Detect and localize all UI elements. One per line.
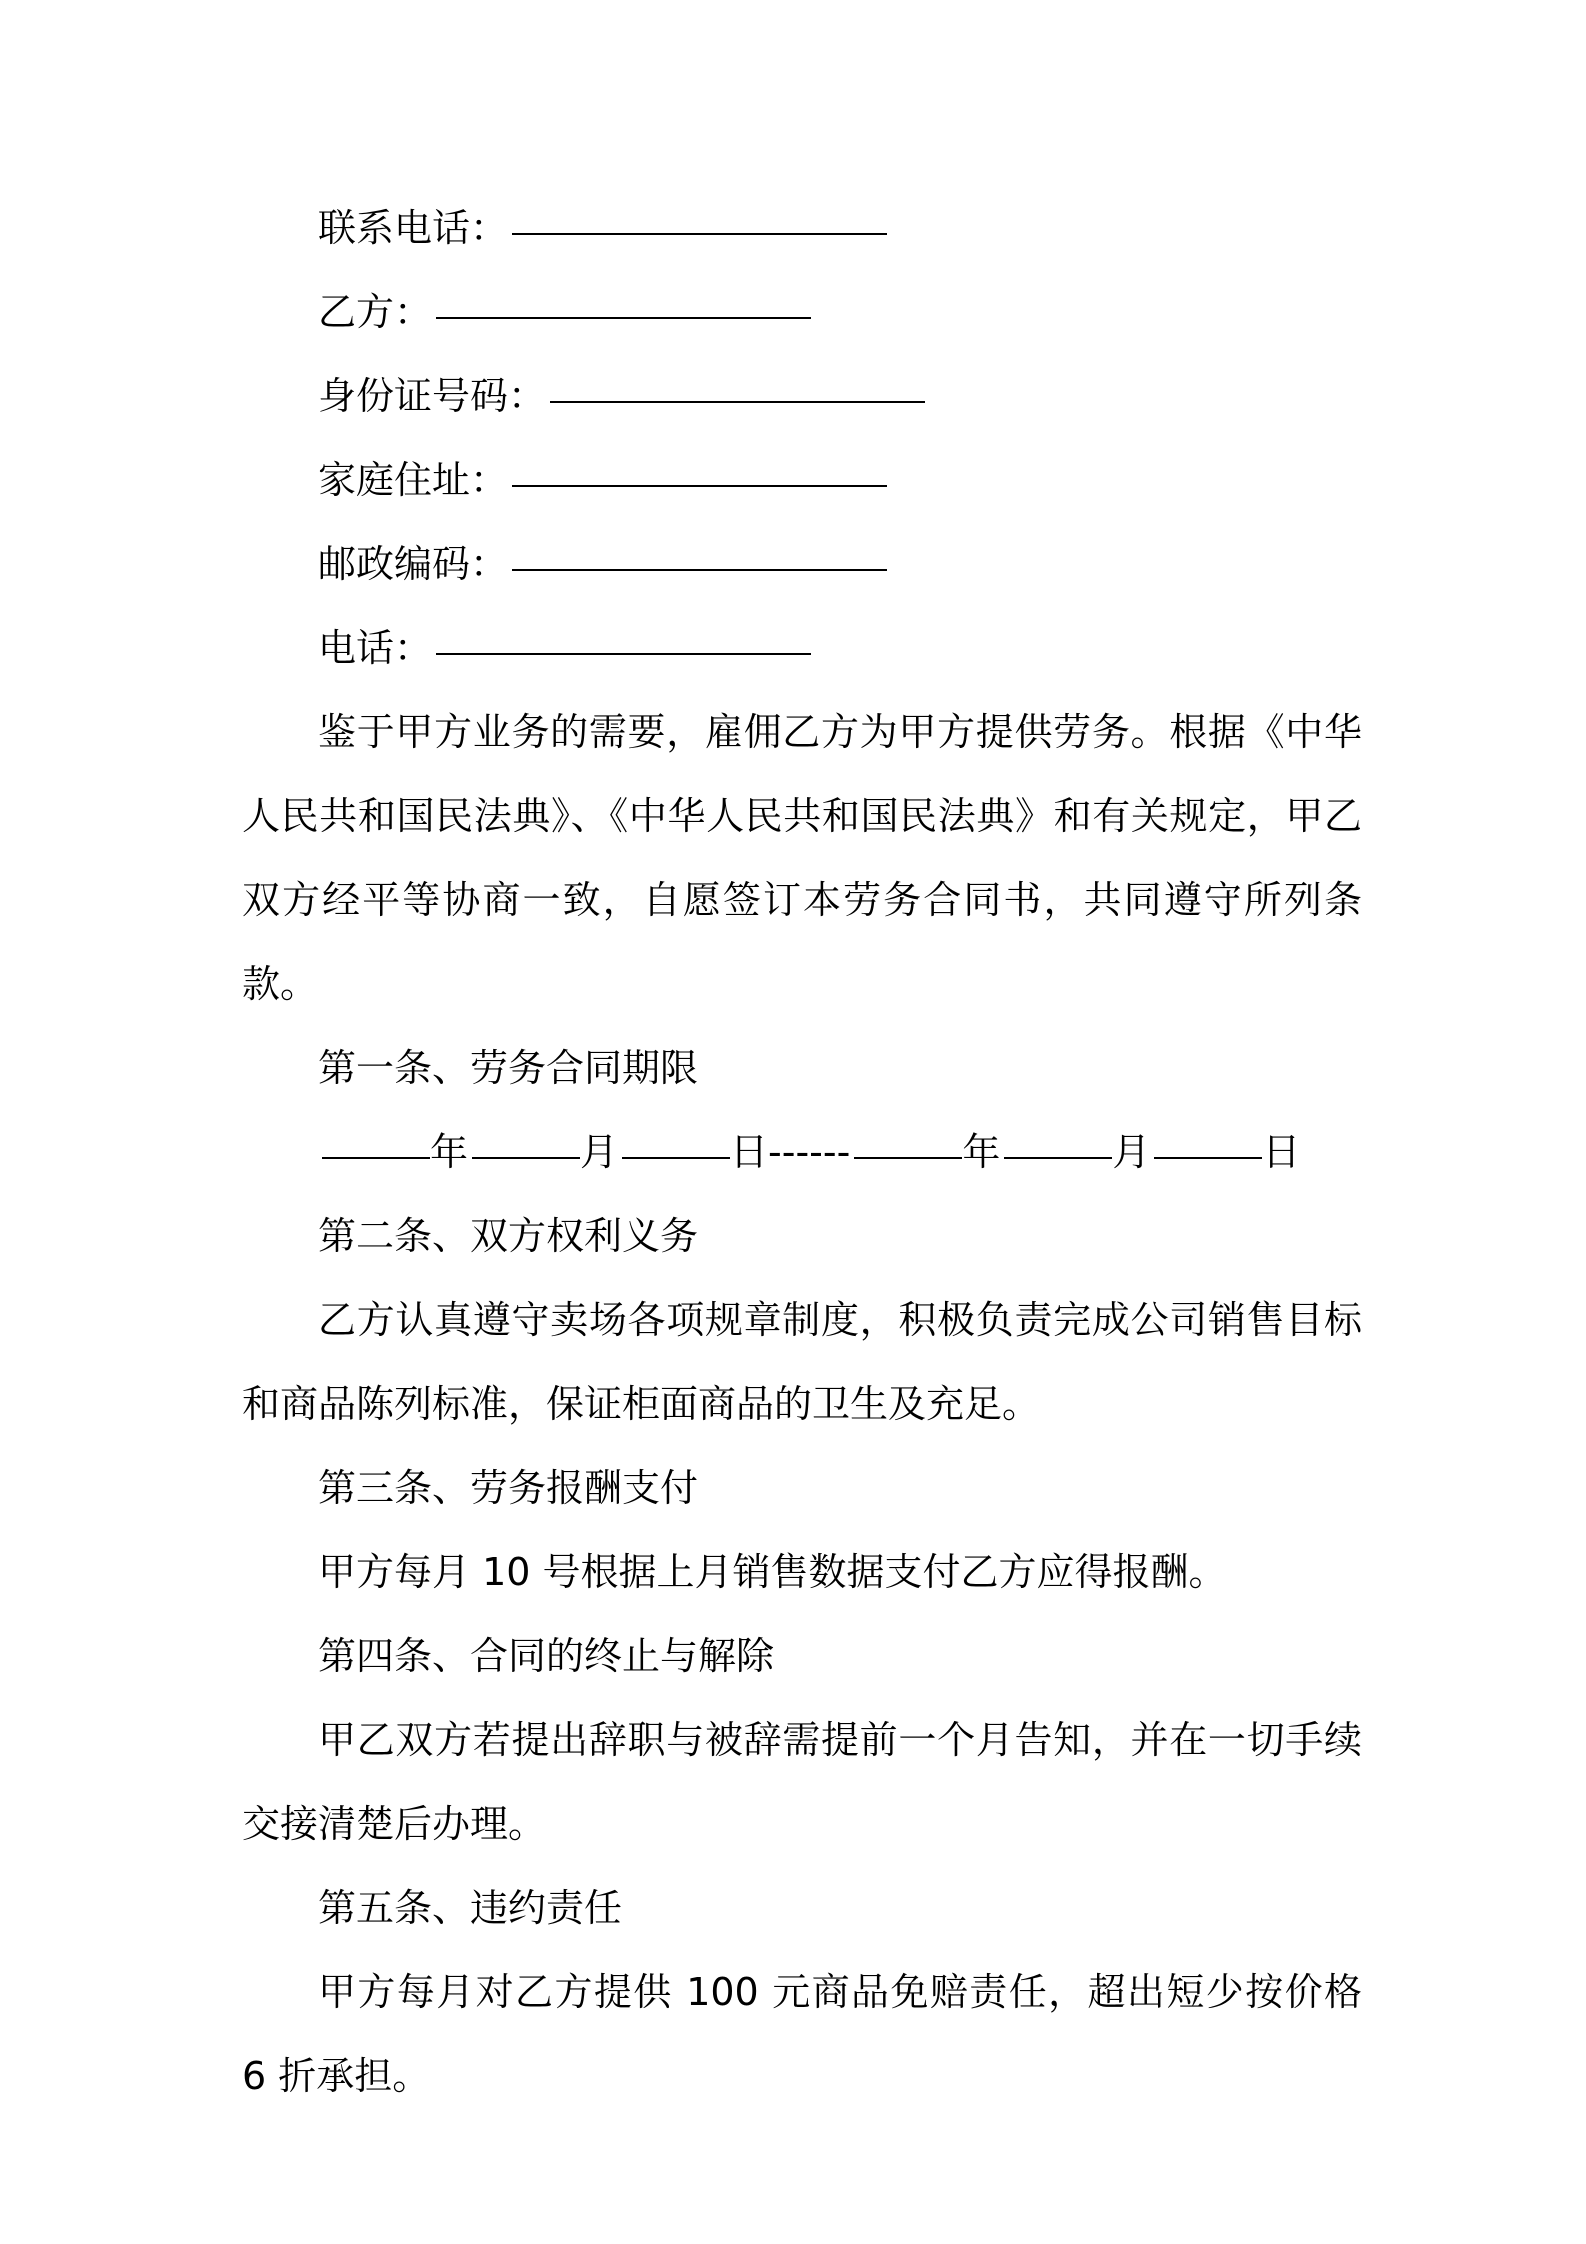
day-label: 日	[730, 1130, 769, 1174]
field-contact-phone	[242, 186, 1362, 270]
field-label: 邮政编码：	[318, 542, 509, 586]
start-month-blank	[472, 1156, 580, 1159]
article-1-heading: 第一条、劳务合同期限	[318, 1046, 699, 1090]
field-party-b	[242, 270, 1362, 354]
start-day-blank	[622, 1156, 730, 1159]
article-2-text: 乙方认真遵守卖场各项规章制度，积极负责完成公司销售目标和商品陈列标准，保证柜面商品的卫生及充足。	[242, 1298, 1362, 1426]
contract-period-line	[242, 1110, 1362, 1194]
document-body	[242, 186, 1362, 2118]
field-label: 电话：	[318, 626, 433, 670]
field-label: 乙方：	[318, 290, 433, 334]
fill-in-blank	[436, 652, 811, 655]
article-5-heading: 第五条、违约责任	[318, 1886, 623, 1930]
end-month-blank	[1004, 1156, 1112, 1159]
field-label: 家庭住址：	[318, 458, 509, 502]
month-label: 月	[1112, 1130, 1151, 1174]
field-postal-code	[242, 522, 1362, 606]
fill-in-blank	[512, 484, 887, 487]
start-year-blank	[322, 1156, 430, 1159]
article-2-heading: 第二条、双方权利义务	[318, 1214, 699, 1258]
article-3-heading: 第三条、劳务报酬支付	[318, 1466, 699, 1510]
fill-in-blank	[512, 568, 887, 571]
field-id-number	[242, 354, 1362, 438]
fill-in-blank	[436, 316, 811, 319]
fill-in-blank	[512, 232, 887, 235]
field-home-address	[242, 438, 1362, 522]
month-label: 月	[580, 1130, 619, 1174]
day-label: 日	[1262, 1130, 1301, 1174]
field-label: 联系电话：	[318, 206, 509, 250]
article-5-text: 甲方每月对乙方提供 100 元商品免赔责任，超出短少按价格 6 折承担。	[242, 1970, 1362, 2098]
fill-in-blank	[550, 400, 925, 403]
end-year-blank	[854, 1156, 962, 1159]
article-3-text: 甲方每月 10 号根据上月销售数据支付乙方应得报酬。	[318, 1550, 1227, 1594]
article-4-text: 甲乙双方若提出辞职与被辞需提前一个月告知，并在一切手续交接清楚后办理。	[242, 1718, 1362, 1846]
article-4-heading: 第四条、合同的终止与解除	[318, 1634, 775, 1678]
field-label: 身份证号码：	[318, 374, 547, 418]
period-separator: ------	[768, 1130, 851, 1174]
year-label: 年	[962, 1130, 1001, 1174]
end-day-blank	[1154, 1156, 1262, 1159]
field-phone	[242, 606, 1362, 690]
intro-paragraph: 鉴于甲方业务的需要，雇佣乙方为甲方提供劳务。根据《中华人民共和国民法典》、《中华人民共和国民法典》和有关规定，甲乙双方经平等协商一致，自愿签订本劳务合同书，共同遵守所列条款。	[242, 710, 1362, 1006]
year-label: 年	[430, 1130, 469, 1174]
